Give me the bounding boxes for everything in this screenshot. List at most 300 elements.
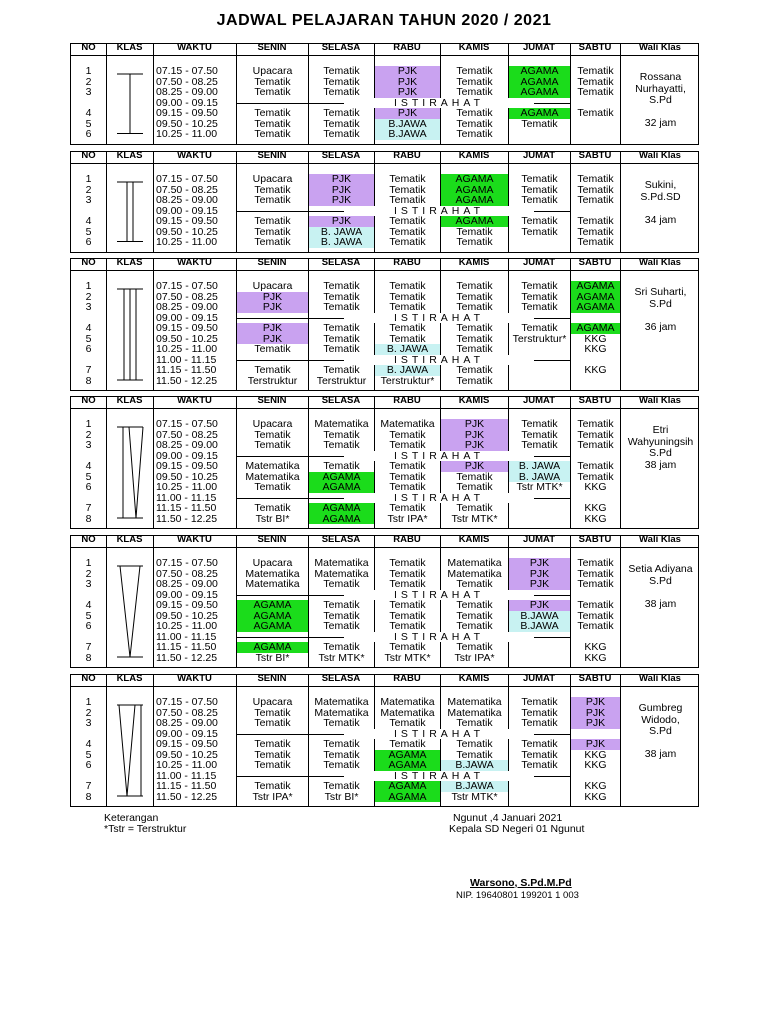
subject-cell: Tematik: [237, 718, 308, 729]
subject-cell: Tematik: [441, 77, 508, 88]
subject-cell: Tematik: [509, 292, 570, 303]
homeroom-teacher: [621, 425, 700, 471]
subject-cell: KKG: [571, 482, 620, 493]
subject-cell: Tematik: [309, 621, 374, 632]
homeroom-line: [621, 203, 700, 215]
row-number: [71, 206, 106, 217]
header-selasa: SELASA: [321, 257, 361, 268]
subject-cell: AGAMA: [571, 323, 620, 334]
header-senin: SENIN: [257, 534, 287, 545]
subject-cell: Tematik: [375, 579, 440, 590]
subject-cell: KKG: [571, 503, 620, 514]
time-slot: 11.50 - 12.25: [156, 513, 218, 524]
homeroom-line: Gumbreg: [638, 702, 683, 714]
subject-cell: KKG: [571, 365, 620, 376]
subject-cell: Tematik: [571, 185, 620, 196]
subject-cell: Matematika: [237, 472, 308, 483]
time-slot: 09.50 - 10.25: [156, 333, 218, 344]
row-number: 6: [85, 344, 92, 355]
subject-cell: [509, 514, 570, 525]
time-slot: 09.15 - 09.50: [156, 739, 218, 750]
numeral-stroke: [119, 705, 127, 796]
subject-cell: [571, 376, 620, 387]
row-number: 7: [85, 781, 92, 792]
subject-cell: Tematik: [441, 227, 508, 238]
header-waktu: WAKTU: [177, 395, 212, 406]
time-slot: 08.25 - 09.00: [156, 195, 218, 206]
break-label: ISTIRAHAT: [344, 590, 534, 601]
homeroom-teacher: [621, 703, 700, 761]
subject-cell: PJK: [237, 334, 308, 345]
header-rabu: RABU: [393, 257, 421, 268]
subject-cell: Tematik: [309, 600, 374, 611]
subject-cell: AGAMA: [237, 642, 308, 653]
subject-cell: KKG: [571, 344, 620, 355]
header-selasa: SELASA: [321, 150, 361, 161]
homeroom-line: Etri: [652, 424, 669, 436]
subject-cell: Tematik: [571, 440, 620, 451]
subject-cell: Tematik: [571, 237, 620, 248]
break-label: ISTIRAHAT: [344, 451, 534, 462]
subject-cell: Tematik: [571, 419, 620, 430]
subject-cell: PJK: [571, 697, 620, 708]
subject-cell: Tematik: [441, 482, 508, 493]
subject-cell: Tematik: [309, 344, 374, 355]
header-no: NO: [81, 257, 96, 268]
subject-cell: Tematik: [309, 119, 374, 130]
subject-cell: Tematik: [441, 503, 508, 514]
subject-cell: Upacara: [237, 174, 308, 185]
row-number: 7: [85, 503, 92, 514]
row-number: 2: [85, 184, 92, 195]
subject-cell: Tematik: [237, 185, 308, 196]
class-schedule-v: [70, 535, 699, 668]
subject-cell: Tematik: [571, 569, 620, 580]
time-slot: 11.15 - 11.50: [156, 365, 217, 376]
break-label: ISTIRAHAT: [344, 313, 534, 324]
header-sabtu: SABTU: [578, 150, 612, 161]
subject-cell: Tematik: [441, 281, 508, 292]
subject-cell: [571, 119, 620, 130]
header-no: NO: [81, 42, 96, 53]
subject-cell: Tematik: [237, 750, 308, 761]
time-slot: 09.15 - 09.50: [156, 323, 218, 334]
header-no: NO: [81, 395, 96, 406]
subject-cell: Tstr IPA*: [237, 792, 308, 803]
subject-cell: PJK: [441, 440, 508, 451]
homeroom-line: Sri Suharti,: [634, 286, 687, 298]
subject-cell: Matematika: [309, 708, 374, 719]
subject-cell: Tematik: [509, 185, 570, 196]
row-number: 4: [85, 323, 92, 334]
time-slot: 07.15 - 07.50: [156, 174, 218, 185]
subject-cell: Tematik: [237, 108, 308, 119]
homeroom-teacher: [621, 72, 700, 130]
subject-cell: PJK: [375, 108, 440, 119]
subject-cell: Tematik: [237, 708, 308, 719]
subject-cell: Matematika: [441, 697, 508, 708]
homeroom-line: 38 jam: [644, 748, 677, 760]
subject-cell: Tematik: [441, 129, 508, 140]
subject-cell: Tematik: [571, 430, 620, 441]
row-number: 5: [85, 118, 92, 129]
subject-cell: Matematika: [309, 558, 374, 569]
time-slot: 07.15 - 07.50: [156, 697, 218, 708]
subject-cell: Tematik: [441, 621, 508, 632]
subject-cell: AGAMA: [237, 621, 308, 632]
subject-cell: [509, 129, 570, 140]
footer-place-date: Ngunut ,4 Januari 2021: [453, 812, 563, 824]
subject-cell: Matematika: [375, 419, 440, 430]
subject-cell: B. JAWA: [309, 227, 374, 238]
subject-cell: AGAMA: [237, 600, 308, 611]
subject-cell: Matematika: [375, 708, 440, 719]
subject-cell: Tematik: [375, 642, 440, 653]
subject-cell: AGAMA: [441, 174, 508, 185]
class-numeral-iii: [107, 281, 153, 386]
row-number: 1: [85, 558, 92, 569]
row-number: 4: [85, 600, 92, 611]
subject-cell: [509, 653, 570, 664]
subject-cell: Tematik: [509, 119, 570, 130]
time-slot: 07.15 - 07.50: [156, 558, 218, 569]
subject-cell: Tematik: [309, 750, 374, 761]
subject-cell: Tematik: [309, 77, 374, 88]
subject-cell: KKG: [571, 781, 620, 792]
header-klas: KLAS: [116, 395, 143, 406]
header-kamis: KAMIS: [458, 534, 490, 545]
subject-cell: Tematik: [375, 185, 440, 196]
subject-cell: B.JAWA: [509, 611, 570, 622]
header-senin: SENIN: [257, 150, 287, 161]
subject-cell: Tematik: [375, 718, 440, 729]
subject-cell: PJK: [509, 558, 570, 569]
time-slot: 07.50 - 08.25: [156, 568, 218, 579]
homeroom-line: Wahyuningsih: [627, 435, 694, 448]
header-jumat: JUMAT: [522, 150, 556, 161]
header-klas: KLAS: [116, 673, 143, 684]
header-klas: KLAS: [116, 150, 143, 161]
header-rabu: RABU: [393, 673, 421, 684]
subject-cell: Upacara: [237, 281, 308, 292]
row-number: 3: [85, 440, 92, 451]
row-number: 3: [85, 718, 92, 729]
subject-cell: Tematik: [375, 482, 440, 493]
header-klas: KLAS: [116, 534, 143, 545]
header-wali-klas: Wali Klas: [639, 534, 681, 545]
homeroom-teacher: [621, 287, 700, 333]
subject-cell: Tematik: [237, 760, 308, 771]
time-slot: 09.00 - 09.15: [156, 589, 218, 600]
time-slot: 10.25 - 11.00: [156, 129, 218, 140]
header-kamis: KAMIS: [458, 42, 490, 53]
time-slot: 09.15 - 09.50: [156, 216, 218, 227]
row-number: 3: [85, 87, 92, 98]
time-slot: 10.25 - 11.00: [156, 621, 218, 632]
time-slot: 07.50 - 08.25: [156, 184, 218, 195]
row-number: 3: [85, 302, 92, 313]
subject-cell: Tematik: [375, 472, 440, 483]
time-slot: 09.15 - 09.50: [156, 108, 218, 119]
subject-cell: KKG: [571, 760, 620, 771]
subject-cell: Tematik: [375, 281, 440, 292]
subject-cell: B.JAWA: [509, 621, 570, 632]
subject-cell: AGAMA: [309, 472, 374, 483]
subject-cell: Tstr MTK*: [441, 792, 508, 803]
homeroom-line: 32 jam: [644, 117, 677, 129]
subject-cell: Tematik: [509, 750, 570, 761]
subject-cell: Tematik: [509, 708, 570, 719]
homeroom-line: Sukini,: [644, 179, 677, 191]
time-slot: 07.50 - 08.25: [156, 707, 218, 718]
row-number: 2: [85, 568, 92, 579]
subject-cell: AGAMA: [309, 514, 374, 525]
subject-cell: Tematik: [237, 195, 308, 206]
row-number: [71, 98, 106, 109]
subject-cell: PJK: [441, 419, 508, 430]
header-waktu: WAKTU: [177, 257, 212, 268]
subject-cell: Tematik: [309, 760, 374, 771]
break-label: ISTIRAHAT: [344, 771, 534, 782]
subject-cell: Tematik: [441, 66, 508, 77]
subject-cell: [509, 642, 570, 653]
subject-cell: Tematik: [441, 344, 508, 355]
subject-cell: AGAMA: [571, 292, 620, 303]
subject-cell: KKG: [571, 792, 620, 803]
header-waktu: WAKTU: [177, 673, 212, 684]
header-kamis: KAMIS: [458, 395, 490, 406]
row-number: 4: [85, 108, 92, 119]
subject-cell: Tematik: [571, 195, 620, 206]
time-slot: 08.25 - 09.00: [156, 87, 218, 98]
class-numeral-iv: [107, 419, 153, 524]
subject-cell: AGAMA: [309, 503, 374, 514]
homeroom-line: Widodo,: [641, 713, 680, 726]
header-wali-klas: Wali Klas: [639, 150, 681, 161]
subject-cell: Upacara: [237, 419, 308, 430]
subject-cell: B. JAWA: [375, 365, 440, 376]
subject-cell: AGAMA: [571, 281, 620, 292]
row-number: [71, 632, 106, 643]
subject-cell: Tematik: [309, 642, 374, 653]
header-jumat: JUMAT: [522, 673, 556, 684]
subject-cell: AGAMA: [375, 760, 440, 771]
subject-cell: Tematik: [375, 216, 440, 227]
subject-cell: Tematik: [509, 302, 570, 313]
header-rabu: RABU: [393, 42, 421, 53]
subject-cell: Tematik: [441, 365, 508, 376]
subject-cell: Tematik: [441, 302, 508, 313]
subject-cell: AGAMA: [571, 302, 620, 313]
homeroom-line: Rossana: [639, 71, 682, 83]
subject-cell: AGAMA: [441, 185, 508, 196]
subject-cell: [509, 365, 570, 376]
time-slot: 11.15 - 11.50: [156, 642, 217, 653]
header-selasa: SELASA: [321, 534, 361, 545]
subject-cell: Tematik: [309, 334, 374, 345]
header-selasa: SELASA: [321, 42, 361, 53]
header-klas: KLAS: [116, 42, 143, 53]
break-label: ISTIRAHAT: [344, 98, 534, 109]
row-number: 2: [85, 707, 92, 718]
row-number: 8: [85, 791, 92, 802]
header-kamis: KAMIS: [458, 673, 490, 684]
header-kamis: KAMIS: [458, 150, 490, 161]
header-wali-klas: Wali Klas: [639, 42, 681, 53]
time-slot: 11.50 - 12.25: [156, 375, 218, 386]
subject-cell: B. JAWA: [375, 344, 440, 355]
subject-cell: B.JAWA: [375, 119, 440, 130]
subject-cell: Tematik: [571, 472, 620, 483]
header-jumat: JUMAT: [522, 257, 556, 268]
header-waktu: WAKTU: [177, 150, 212, 161]
homeroom-line: Nurhayatti,: [635, 82, 686, 95]
header-senin: SENIN: [257, 42, 287, 53]
subject-cell: PJK: [571, 739, 620, 750]
homeroom-teacher: [621, 180, 700, 226]
subject-cell: Tematik: [441, 750, 508, 761]
subject-cell: Tematik: [237, 216, 308, 227]
subject-cell: Tstr BI*: [237, 514, 308, 525]
header-selasa: SELASA: [321, 673, 361, 684]
header-senin: SENIN: [257, 673, 287, 684]
time-slot: 10.25 - 11.00: [156, 482, 218, 493]
class-schedule-ii: [70, 151, 699, 253]
subject-cell: Tematik: [237, 77, 308, 88]
subject-cell: B.JAWA: [441, 760, 508, 771]
time-slot: 07.15 - 07.50: [156, 66, 218, 77]
subject-cell: Tematik: [309, 108, 374, 119]
time-slot: 09.00 - 09.15: [156, 450, 218, 461]
subject-cell: KKG: [571, 653, 620, 664]
header-rabu: RABU: [393, 534, 421, 545]
subject-cell: Tematik: [309, 323, 374, 334]
subject-cell: PJK: [375, 87, 440, 98]
row-number: 1: [85, 419, 92, 430]
header-wali-klas: Wali Klas: [639, 257, 681, 268]
subject-cell: Terstruktur*: [509, 334, 570, 345]
subject-cell: Tematik: [441, 718, 508, 729]
subject-cell: [509, 503, 570, 514]
row-number: 6: [85, 129, 92, 140]
homeroom-line: S.Pd.SD: [640, 190, 681, 203]
homeroom-line: S.Pd: [649, 297, 672, 310]
subject-cell: Tematik: [375, 558, 440, 569]
homeroom-line: 38 jam: [644, 597, 677, 610]
subject-cell: Tematik: [375, 227, 440, 238]
class-numeral-ii: [107, 174, 153, 248]
subject-cell: Tematik: [441, 334, 508, 345]
footer-legend: *Tstr = Terstruktur: [104, 823, 187, 835]
time-slot: 08.25 - 09.00: [156, 302, 218, 313]
time-slot: 09.15 - 09.50: [156, 600, 218, 611]
subject-cell: Matematika: [309, 569, 374, 580]
subject-cell: B. JAWA: [509, 472, 570, 483]
subject-cell: Tematik: [441, 611, 508, 622]
homeroom-line: S.Pd: [649, 447, 672, 459]
subject-cell: Matematika: [441, 558, 508, 569]
subject-cell: Tematik: [309, 292, 374, 303]
row-number: 2: [85, 76, 92, 87]
subject-cell: Tematik: [571, 108, 620, 119]
subject-cell: Matematika: [375, 697, 440, 708]
subject-cell: Tematik: [237, 739, 308, 750]
signatory-nip: NIP. 19640801 199201 1 003: [456, 890, 579, 901]
header-senin: SENIN: [257, 395, 287, 406]
numeral-stroke: [120, 566, 130, 657]
subject-cell: Tematik: [441, 237, 508, 248]
subject-cell: PJK: [571, 718, 620, 729]
time-slot: 08.25 - 09.00: [156, 579, 218, 590]
header-sabtu: SABTU: [578, 42, 612, 53]
subject-cell: KKG: [571, 334, 620, 345]
row-number: 1: [85, 281, 92, 292]
row-number: 2: [85, 429, 92, 440]
subject-cell: Tematik: [375, 174, 440, 185]
subject-cell: PJK: [509, 600, 570, 611]
subject-cell: Tematik: [375, 334, 440, 345]
time-slot: 09.50 - 10.25: [156, 471, 218, 482]
numeral-stroke: [130, 566, 140, 657]
subject-cell: Tematik: [375, 611, 440, 622]
subject-cell: Tematik: [375, 739, 440, 750]
subject-cell: Matematika: [309, 419, 374, 430]
subject-cell: Tematik: [237, 119, 308, 130]
subject-cell: Matematika: [441, 708, 508, 719]
row-number: 3: [85, 579, 92, 590]
class-numeral-vi: [107, 697, 153, 802]
subject-cell: Tematik: [309, 302, 374, 313]
row-number: 3: [85, 195, 92, 206]
subject-cell: PJK: [441, 461, 508, 472]
row-number: 7: [85, 642, 92, 653]
subject-cell: Tstr MTK*: [441, 514, 508, 525]
subject-cell: Tematik: [509, 227, 570, 238]
subject-cell: Tstr IPA*: [375, 514, 440, 525]
subject-cell: Tematik: [237, 344, 308, 355]
subject-cell: Tematik: [375, 195, 440, 206]
row-number: [71, 771, 106, 782]
time-slot: 09.50 - 10.25: [156, 749, 218, 760]
time-slot: 10.25 - 11.00: [156, 237, 218, 248]
subject-cell: Tematik: [309, 579, 374, 590]
subject-cell: [509, 376, 570, 387]
subject-cell: Tematik: [441, 108, 508, 119]
row-number: [71, 313, 106, 324]
subject-cell: AGAMA: [375, 750, 440, 761]
row-number: 6: [85, 760, 92, 771]
subject-cell: Tematik: [309, 430, 374, 441]
row-number: 8: [85, 513, 92, 524]
time-slot: 11.15 - 11.50: [156, 503, 217, 514]
subject-cell: Tematik: [237, 781, 308, 792]
row-number: 8: [85, 375, 92, 386]
subject-cell: Tstr IPA*: [441, 653, 508, 664]
subject-cell: Terstruktur: [237, 376, 308, 387]
time-slot: 11.00 - 11.15: [156, 770, 217, 781]
subject-cell: Tematik: [571, 174, 620, 185]
numeral-stroke: [136, 427, 143, 518]
subject-cell: Tematik: [375, 600, 440, 611]
row-number: 2: [85, 291, 92, 302]
break-label: ISTIRAHAT: [344, 355, 534, 366]
subject-cell: Tematik: [309, 129, 374, 140]
time-slot: 11.00 - 11.15: [156, 492, 217, 503]
time-slot: 09.50 - 10.25: [156, 610, 218, 621]
subject-cell: Tematik: [441, 600, 508, 611]
subject-cell: [509, 237, 570, 248]
subject-cell: Tematik: [309, 739, 374, 750]
